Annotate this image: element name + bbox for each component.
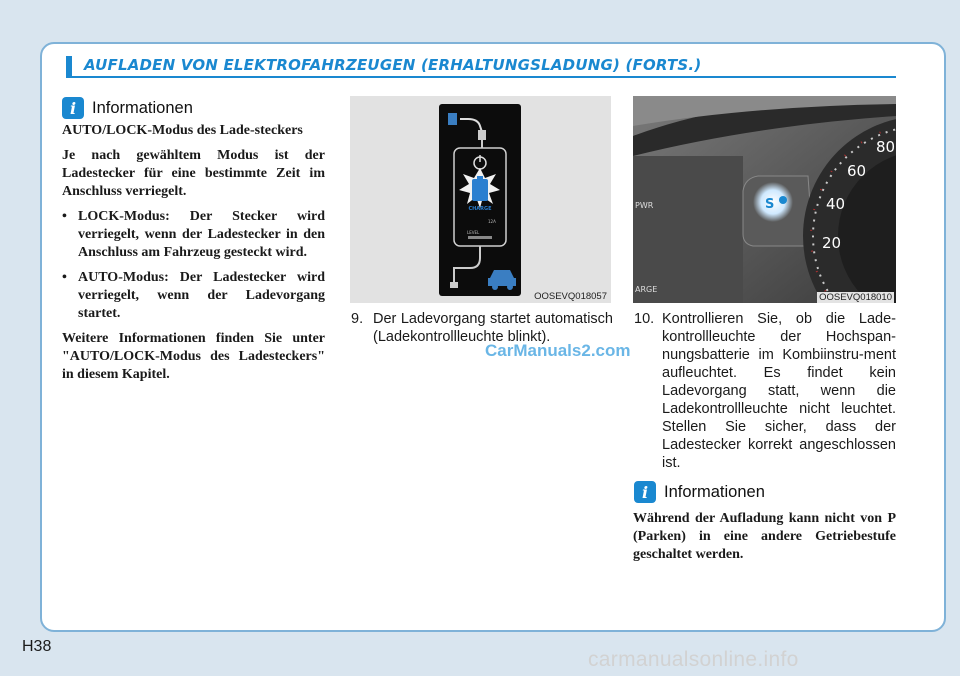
charge-indicator-icon: S [765, 197, 775, 212]
page-number: H38 [22, 638, 52, 655]
info-title: Informationen [664, 482, 765, 501]
bullet-text: AUTO-Modus: Der Ladestecker wird verriegelt, wenn der Ladevorgang startet. [78, 270, 325, 321]
cluster-illustration [633, 96, 896, 303]
info-heading [62, 97, 193, 119]
info-paragraph: Je nach gewähltem Modus ist der Ladestecker für eine bestimmte Zeit im Anschluss verriegelt. [62, 148, 325, 199]
gauge-80: 80 [876, 138, 896, 156]
info-body: Während der Aufladung kann nicht von P (Parken) in eine andere Getriebestufe geschaltet werden. [633, 511, 896, 562]
info-heading [634, 481, 765, 503]
bullet-text: LOCK-Modus: Der Stecker wird verriegelt, wenn der Ladestecker in den Anschluss am Fahrzeug gesteckt wird. [78, 209, 325, 260]
pwr-label: PWR [635, 201, 654, 210]
gauge-40: 40 [826, 195, 846, 213]
step-10 [634, 310, 896, 472]
step-number: 10. [634, 311, 655, 327]
figure-code: OOSEVQ018057 [534, 291, 607, 302]
charge-label: CHARGE [468, 206, 492, 212]
bullet-dot: • [62, 270, 67, 285]
level-label: LEVEL [467, 230, 480, 235]
gauge-20: 20 [822, 234, 842, 252]
bullet-dot: • [62, 209, 67, 224]
bullet-item [62, 208, 325, 262]
section-title: AUFLADEN VON ELEKTROFAHRZEUGEN (ERHALTUNGSLADUNG) (FORTS.) [84, 56, 702, 74]
header-accent-bar [66, 56, 72, 78]
info-paragraph: Weitere Informationen finden Sie unter "AUTO/LOCK-Modus des Ladesteckers" in diesem Kapitel. [62, 331, 325, 382]
charger-figure [350, 96, 611, 303]
header-underline [72, 76, 896, 78]
step-text: Der Ladevorgang startet automatisch (Ladekontrollleuchte blinkt). [373, 311, 613, 345]
info-body [62, 122, 325, 391]
amps-label: 12A [488, 219, 496, 224]
charge-side-label: ARGE [635, 285, 658, 294]
cluster-figure [633, 96, 896, 303]
gauge-60: 60 [847, 162, 867, 180]
figure-code: OOSEVQ018010 [819, 292, 892, 303]
footer-watermark: carmanualsonline.info [588, 648, 799, 671]
info-icon: i [634, 481, 656, 503]
step-text: Kontrollieren Sie, ob die Lade-kontrollleuchte der Hochspan-nungsbatterie im Kombiinstru-ment aufleuchtet. Es findet kein Ladevorgang statt, wenn die Ladekontrollleuchte nicht leuchtet. Stellen Sie sicher, dass der Ladestecker korrekt angeschlossen ist. [662, 311, 896, 471]
bullet-item [62, 269, 325, 323]
info-icon: i [62, 97, 84, 119]
step-number: 9. [351, 311, 364, 327]
watermark: CarManuals2.com [485, 341, 631, 360]
info-paragraph: AUTO/LOCK-Modus des Lade-steckers [62, 123, 303, 138]
charger-illustration [350, 96, 611, 303]
info-title: Informationen [92, 98, 193, 117]
